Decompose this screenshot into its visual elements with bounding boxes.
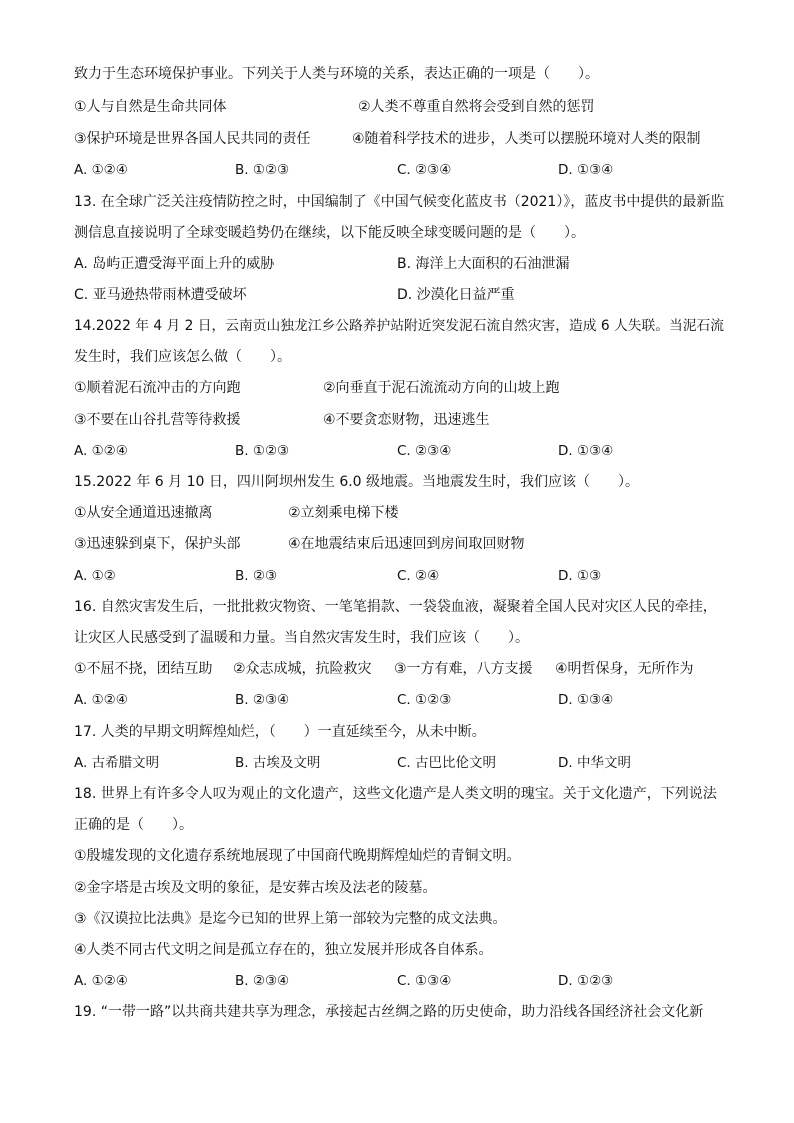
q16-option-1: ①不屈不挠，团结互助	[74, 661, 213, 677]
q15-option-2: ②立刻乘电梯下楼	[288, 505, 399, 521]
q17-choices	[74, 753, 774, 773]
q19-stem-line1: 19. “一带一路”以共商共建共享为理念，承接起古丝绸之路的历史使命，助力沿线各国经济社会文化新	[74, 1004, 704, 1020]
q16-choice-d[interactable]: D. ①③④	[558, 692, 614, 708]
q12-options-row2	[74, 129, 774, 149]
q13-choices-row2	[74, 285, 774, 305]
q14-option-1: ①顺着泥石流冲击的方向跑	[74, 380, 241, 396]
q14-options-row2	[74, 410, 774, 430]
q16-option-3: ③一方有难，八方支援	[394, 661, 533, 677]
q17-choice-b[interactable]: B. 古埃及文明	[235, 755, 321, 771]
q14-option-3: ③不要在山谷扎营等待救援	[74, 412, 241, 428]
q16-option-4: ④明哲保身，无所作为	[555, 661, 694, 677]
q15-option-1: ①从安全通道迅速撤离	[74, 505, 213, 521]
q15-options-row1	[74, 503, 774, 523]
q12-options-row1	[74, 97, 774, 117]
q12-choice-a[interactable]: A. ①②④	[74, 162, 128, 178]
q18-option-4: ④人类不同古代文明之间是孤立存在的，独立发展并形成各自体系。	[74, 942, 493, 958]
q18-choice-b[interactable]: B. ②③④	[235, 973, 290, 989]
q14-choice-c[interactable]: C. ②③④	[397, 443, 452, 459]
q12-choices	[74, 160, 774, 180]
q15-choice-a[interactable]: A. ①②	[74, 568, 116, 584]
q15-choice-d[interactable]: D. ①③	[558, 568, 602, 584]
q15-option-4: ④在地震结束后迅速回到房间取回财物	[288, 536, 525, 552]
q17-choice-a[interactable]: A. 古希腊文明	[74, 755, 160, 771]
q18-choice-a[interactable]: A. ①②④	[74, 973, 128, 989]
q12-option-4: ④随着科学技术的进步，人类可以摆脱环境对人类的限制	[352, 131, 701, 147]
q14-stem-line1: 14.2022 年 4 月 2 日，云南贡山独龙江乡公路养护站附近突发泥石流自然灾害，造成 6 人失联。当泥石流	[74, 318, 724, 334]
q12-option-2: ②人类不尊重自然将会受到自然的惩罚	[358, 99, 595, 115]
q18-choice-d[interactable]: D. ①②③	[558, 973, 614, 989]
q18-choices	[74, 971, 774, 991]
q18-stem-line2: 正确的是（ ）。	[74, 817, 193, 833]
q16-options	[74, 659, 774, 679]
q16-stem-line1: 16. 自然灾害发生后，一批批救灾物资、一笔笔捐款、一袋袋血液，凝聚着全国人民对灾区人民的牵挂，	[74, 599, 717, 615]
q18-option-1: ①殷墟发现的文化遗存系统地展现了中国商代晚期辉煌灿烂的青铜文明。	[74, 848, 521, 864]
q17-stem: 17. 人类的早期文明辉煌灿烂，（ ）一直延续至今，从未中断。	[74, 724, 486, 740]
q16-choices	[74, 690, 774, 710]
q13-stem-line2: 测信息直接说明了全球变暖趋势仍在继续，以下能反映全球变暖问题的是（ ）。	[74, 225, 585, 241]
q12-choice-c[interactable]: C. ②③④	[397, 162, 452, 178]
q14-option-4: ④不要贪恋财物，迅速逃生	[323, 412, 490, 428]
q13-choice-c[interactable]: C. 亚马逊热带雨林遭受破坏	[74, 287, 247, 303]
q12-option-1: ①人与自然是生命共同体	[74, 99, 227, 115]
q17-choice-d[interactable]: D. 中华文明	[558, 755, 631, 771]
q15-options-row2	[74, 534, 774, 554]
q13-stem-line1: 13. 在全球广泛关注疫情防控之时，中国编制了《中国气候变化蓝皮书（2021）》，蓝皮书中提供的最新监	[74, 194, 725, 210]
q16-choice-a[interactable]: A. ①②④	[74, 692, 128, 708]
q14-choice-a[interactable]: A. ①②④	[74, 443, 128, 459]
q18-stem-line1: 18. 世界上有许多令人叹为观止的文化遗产，这些文化遗产是人类文明的瑰宝。关于文化遗产，下列说法	[74, 786, 717, 802]
q12-choice-b[interactable]: B. ①②③	[235, 162, 290, 178]
q15-stem: 15.2022 年 6 月 10 日，四川阿坝州发生 6.0 级地震。当地震发生时，我们应该（ ）。	[74, 474, 640, 490]
q13-choice-a[interactable]: A. 岛屿正遭受海平面上升的威胁	[74, 256, 275, 272]
q15-choices	[74, 566, 774, 586]
q13-choices-row1	[74, 254, 774, 274]
q18-option-2: ②金字塔是古埃及文明的象征，是安葬古埃及法老的陵墓。	[74, 880, 437, 896]
q14-choice-d[interactable]: D. ①③④	[558, 443, 614, 459]
q12-option-3: ③保护环境是世界各国人民共同的责任	[74, 131, 311, 147]
q17-choice-c[interactable]: C. 古巴比伦文明	[397, 755, 497, 771]
q16-choice-b[interactable]: B. ②③④	[235, 692, 290, 708]
q14-options-row1	[74, 378, 774, 398]
q14-option-2: ②向垂直于泥石流流动方向的山坡上跑	[323, 380, 560, 396]
q15-choice-b[interactable]: B. ②③	[235, 568, 278, 584]
q14-choices	[74, 441, 774, 461]
q15-option-3: ③迅速躲到桌下，保护头部	[74, 536, 241, 552]
q14-stem-line2: 发生时，我们应该怎么做（ ）。	[74, 349, 291, 365]
q12-choice-d[interactable]: D. ①③④	[558, 162, 614, 178]
q16-choice-c[interactable]: C. ①②③	[397, 692, 452, 708]
q18-option-3: ③《汉谟拉比法典》是迄今已知的世界上第一部较为完整的成文法典。	[74, 911, 507, 927]
q18-choice-c[interactable]: C. ①③④	[397, 973, 452, 989]
q14-choice-b[interactable]: B. ①②③	[235, 443, 290, 459]
q13-choice-d[interactable]: D. 沙漠化日益严重	[397, 287, 515, 303]
q13-choice-b[interactable]: B. 海洋上大面积的石油泄漏	[397, 256, 570, 272]
q16-stem-line2: 让灾区人民感受到了温暖和力量。当自然灾害发生时，我们应该（ ）。	[74, 630, 529, 646]
q12-stem: 致力于生态环境保护事业。下列关于人类与环境的关系，表达正确的一项是（ ）。	[74, 66, 599, 82]
q16-option-2: ②众志成城，抗险救灾	[233, 661, 372, 677]
q15-choice-c[interactable]: C. ②④	[397, 568, 440, 584]
